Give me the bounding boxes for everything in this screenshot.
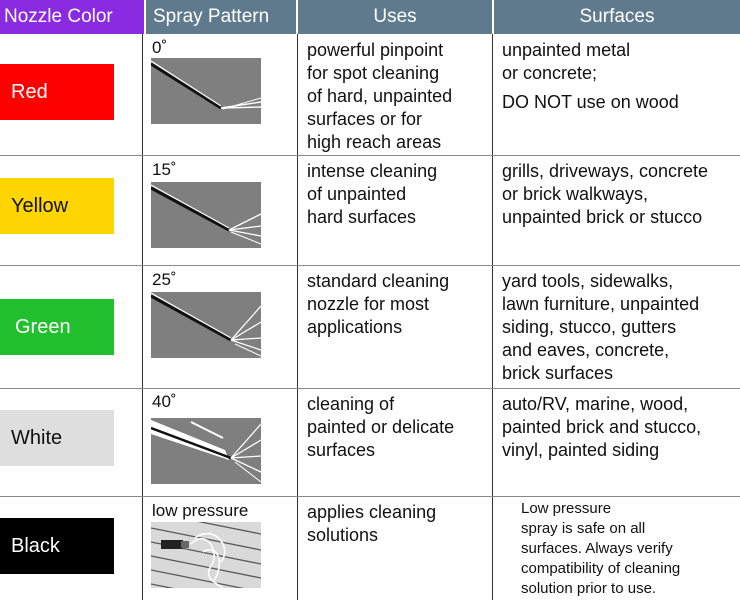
nozzle-swatch-red: Red xyxy=(0,64,114,120)
spray-angle-label: 40˚ xyxy=(152,392,177,411)
uses-cell xyxy=(307,160,437,229)
header-spray-pattern: Spray Pattern xyxy=(146,0,296,34)
uses-line: painted or delicate xyxy=(307,417,455,437)
uses-line: surfaces or for xyxy=(307,109,423,129)
surfaces-line: solution prior to use. xyxy=(521,580,657,597)
surfaces-cell xyxy=(502,160,708,229)
row-divider xyxy=(0,496,740,497)
header-uses: Uses xyxy=(298,0,492,34)
uses-line: powerful pinpoint xyxy=(307,40,444,60)
surfaces-line: yard tools, sidewalks, xyxy=(502,271,674,291)
surfaces-line: and eaves, concrete, xyxy=(502,340,670,360)
nozzle-swatch-black: Black xyxy=(0,518,114,574)
uses-line: hard surfaces xyxy=(307,207,417,227)
uses-line: high reach areas xyxy=(307,132,442,152)
surfaces-line: auto/RV, marine, wood, xyxy=(502,394,689,414)
row-divider xyxy=(0,265,740,266)
spray-pattern-0-degree-image xyxy=(151,58,261,124)
uses-line: nozzle for most xyxy=(307,294,430,314)
column-divider xyxy=(297,34,298,600)
column-divider xyxy=(492,34,493,600)
surfaces-line: Low pressure xyxy=(521,500,612,517)
uses-cell xyxy=(307,501,436,547)
surfaces-line: siding, stucco, gutters xyxy=(502,317,677,337)
surfaces-line: surfaces. Always verify xyxy=(521,540,673,557)
uses-line: solutions xyxy=(307,525,379,545)
spray-angle-label: 25˚ xyxy=(152,270,177,289)
uses-line: for spot cleaning xyxy=(307,63,440,83)
spray-angle-label: low pressure xyxy=(152,501,249,520)
spray-pattern-low-pressure-image xyxy=(151,522,261,588)
surfaces-line: compatibility of cleaning xyxy=(521,560,681,577)
uses-line: applications xyxy=(307,317,403,337)
uses-cell xyxy=(307,393,454,462)
spray-angle-label: 15˚ xyxy=(152,160,177,179)
uses-line: of hard, unpainted xyxy=(307,86,453,106)
nozzle-swatch-green: Green xyxy=(0,299,114,355)
surfaces-line: spray is safe on all xyxy=(521,520,646,537)
surfaces-line: vinyl, painted siding xyxy=(502,440,660,460)
nozzle-swatch-white: White xyxy=(0,410,114,466)
surfaces-line: brick surfaces xyxy=(502,363,614,383)
surfaces-line: unpainted metal xyxy=(502,40,631,60)
uses-line: cleaning of xyxy=(307,394,395,414)
surfaces-cell xyxy=(502,270,699,385)
uses-line: applies cleaning xyxy=(307,502,437,522)
surfaces-cell xyxy=(502,393,701,462)
uses-line: of unpainted xyxy=(307,184,407,204)
surfaces-line: lawn furniture, unpainted xyxy=(502,294,700,314)
surfaces-warning: DO NOT use on wood xyxy=(502,92,679,112)
uses-line: standard cleaning xyxy=(307,271,450,291)
surfaces-line: or concrete; xyxy=(502,63,598,83)
uses-line: intense cleaning xyxy=(307,161,438,181)
surfaces-line: painted brick and stucco, xyxy=(502,417,702,437)
spray-pattern-40-degree-image xyxy=(151,418,261,484)
nozzle-swatch-yellow: Yellow xyxy=(0,178,114,234)
spray-pattern-25-degree-image xyxy=(151,292,261,358)
surfaces-line: or brick walkways, xyxy=(502,184,649,204)
spray-angle-label: 0˚ xyxy=(152,38,168,57)
header-nozzle-color: Nozzle Color xyxy=(0,0,144,34)
uses-cell xyxy=(307,39,452,154)
surfaces-line: grills, driveways, concrete xyxy=(502,161,709,181)
uses-line: surfaces xyxy=(307,440,376,460)
spray-pattern-15-degree-image xyxy=(151,182,261,248)
surfaces-cell xyxy=(521,499,680,599)
surfaces-line: unpainted brick or stucco xyxy=(502,207,703,227)
header-surfaces: Surfaces xyxy=(494,0,740,34)
surfaces-cell xyxy=(502,39,679,114)
row-divider xyxy=(0,155,740,156)
row-divider xyxy=(0,388,740,389)
column-divider xyxy=(142,34,143,600)
uses-cell xyxy=(307,270,449,339)
